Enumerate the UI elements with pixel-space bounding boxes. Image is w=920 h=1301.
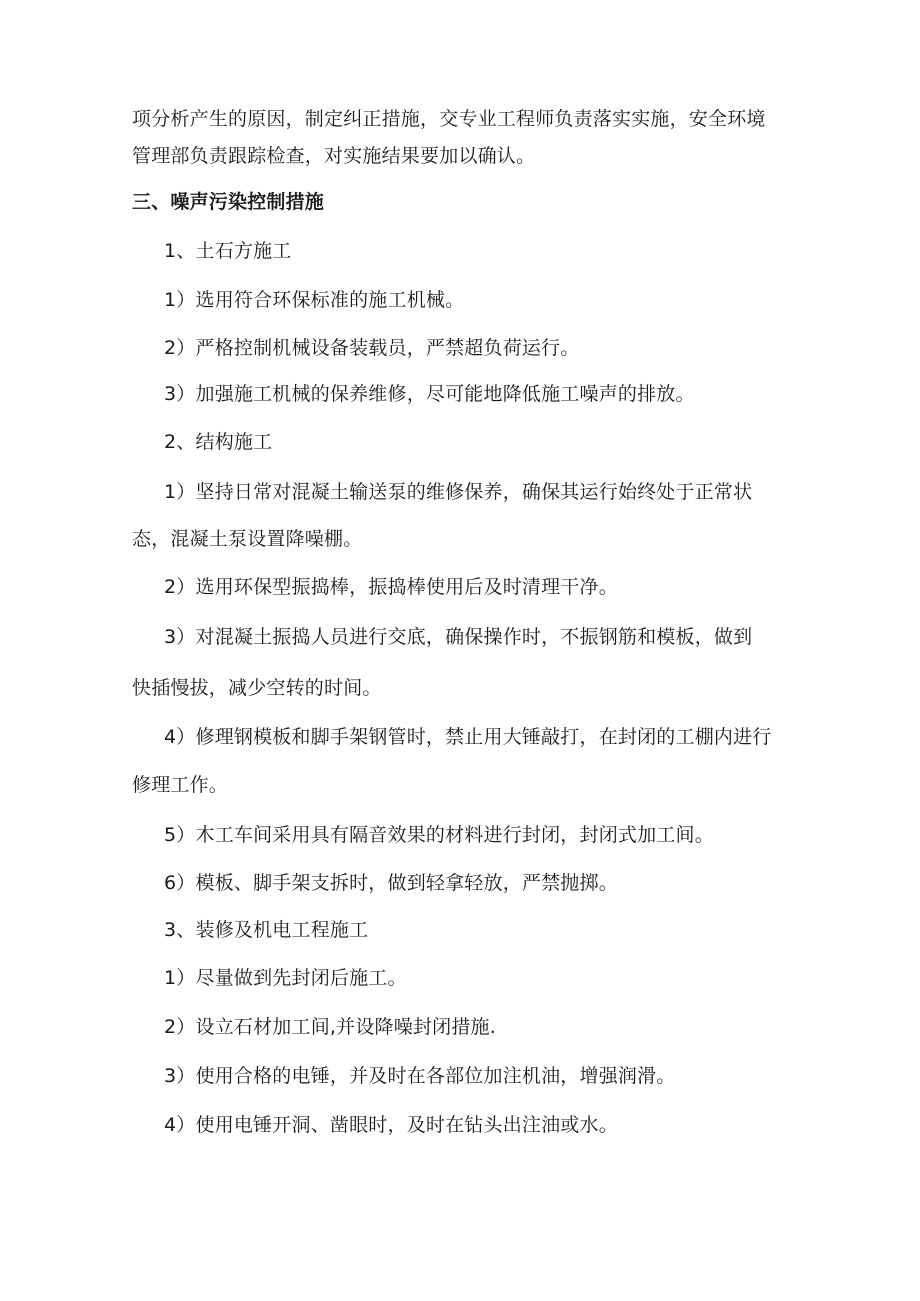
list-item: 1）尽量做到先封闭后施工。 (164, 967, 407, 989)
list-item: 4）使用电锤开洞、凿眼时，及时在钻头出注油或水。 (164, 1114, 618, 1136)
subsection-heading: 1、土石方施工 (164, 240, 292, 262)
paragraph-line: 项分析产生的原因，制定纠正措施，交专业工程师负责落实实施，安全环境 (132, 108, 766, 130)
list-item: 3）加强施工机械的保养维修，尽可能地降低施工噪声的排放。 (164, 383, 695, 405)
list-item-continuation: 态，混凝土泵设置降噪棚。 (132, 528, 363, 550)
list-item: 1）坚持日常对混凝土输送泵的维修保养，确保其运行始终处于正常状 (164, 481, 753, 503)
paragraph-line: 管理部负责跟踪检查，对实施结果要加以确认。 (132, 145, 536, 167)
subsection-heading: 3、装修及机电工程施工 (164, 919, 369, 941)
list-item: 1）选用符合环保标准的施工机械。 (164, 289, 465, 311)
list-item: 3）使用合格的电锤，并及时在各部位加注机油，增强润滑。 (164, 1065, 676, 1087)
list-item: 4）修理钢模板和脚手架钢管时，禁止用大锤敲打，在封闭的工棚内进行 (164, 726, 772, 748)
subsection-heading: 2、结构施工 (164, 431, 273, 453)
list-item: 2）严格控制机械设备装载员，严禁超负荷运行。 (164, 337, 580, 359)
list-item-continuation: 快插慢拔，减少空转的时间。 (132, 677, 382, 699)
list-item: 2）设立石材加工间,并设降噪封闭措施. (164, 1016, 496, 1038)
list-item: 6）模板、脚手架支拆时，做到轻拿轻放，严禁抛掷。 (164, 872, 618, 894)
list-item: 2）选用环保型振捣棒，振捣棒使用后及时清理干净。 (164, 576, 618, 598)
list-item: 3）对混凝土振捣人员进行交底，确保操作时，不振钢筋和模板，做到 (164, 626, 753, 648)
section-heading: 三、噪声污染控制措施 (132, 191, 325, 213)
list-item: 5）木工车间采用具有隔音效果的材料进行封闭，封闭式加工间。 (164, 824, 714, 846)
list-item-continuation: 修理工作。 (132, 774, 229, 796)
